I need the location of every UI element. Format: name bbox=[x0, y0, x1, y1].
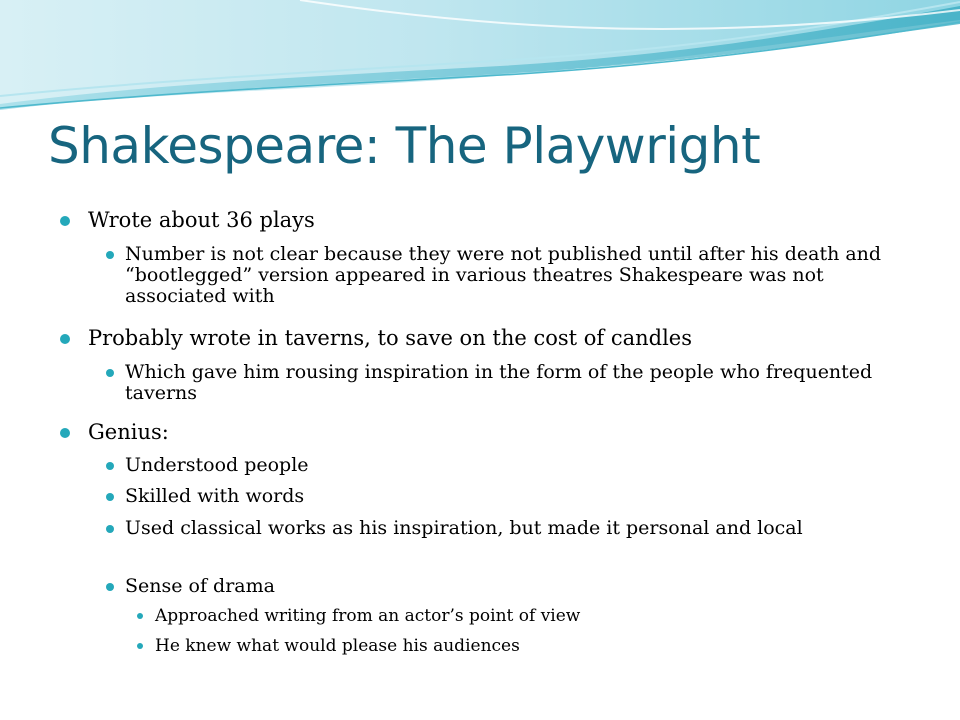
bullet-item bbox=[88, 208, 908, 232]
sub-sub-bullet-item bbox=[155, 606, 895, 626]
bullet-text: Used classical works as his inspiration, but made it personal and local bbox=[125, 517, 803, 539]
bullet-text: Number is not clear because they were not published until after his death and “bootlegged” version appeared in various theatres Shakespeare was not associated with bbox=[125, 243, 882, 307]
bullet-item bbox=[88, 420, 908, 444]
bullet-dot-icon bbox=[137, 643, 143, 649]
bullet-dot-icon bbox=[137, 613, 143, 619]
bullet-text: Understood people bbox=[125, 454, 309, 476]
bullet-dot-icon bbox=[60, 428, 70, 438]
sub-sub-bullet-item bbox=[155, 636, 895, 656]
sub-bullet-item bbox=[125, 486, 905, 507]
bullet-dot-icon bbox=[106, 462, 114, 470]
sub-bullet-item bbox=[125, 455, 905, 476]
bullet-text: Skilled with words bbox=[125, 485, 305, 507]
sub-bullet-item bbox=[125, 244, 905, 307]
bullet-item bbox=[88, 326, 908, 350]
bullet-dot-icon bbox=[106, 493, 114, 501]
bullet-dot-icon bbox=[106, 369, 114, 377]
bullet-dot-icon bbox=[60, 216, 70, 226]
bullet-text: Sense of drama bbox=[125, 575, 275, 597]
bullet-text: He knew what would please his audiences bbox=[155, 636, 520, 656]
slide-title: Shakespeare: The Playwright bbox=[48, 117, 761, 175]
bullet-text: Probably wrote in taverns, to save on the cost of candles bbox=[88, 326, 693, 350]
sub-bullet-item bbox=[125, 362, 905, 404]
bullet-dot-icon bbox=[106, 583, 114, 591]
bullet-text: Which gave him rousing inspiration in the form of the people who frequented taverns bbox=[125, 361, 873, 404]
bullet-text: Approached writing from an actor’s point of view bbox=[155, 606, 581, 626]
bullet-text: Wrote about 36 plays bbox=[88, 208, 315, 232]
sub-bullet-item bbox=[125, 576, 905, 597]
bullet-text: Genius: bbox=[88, 420, 169, 444]
bullet-dot-icon bbox=[60, 334, 70, 344]
sub-bullet-item bbox=[125, 518, 885, 539]
bullet-dot-icon bbox=[106, 251, 114, 259]
bullet-dot-icon bbox=[106, 525, 114, 533]
